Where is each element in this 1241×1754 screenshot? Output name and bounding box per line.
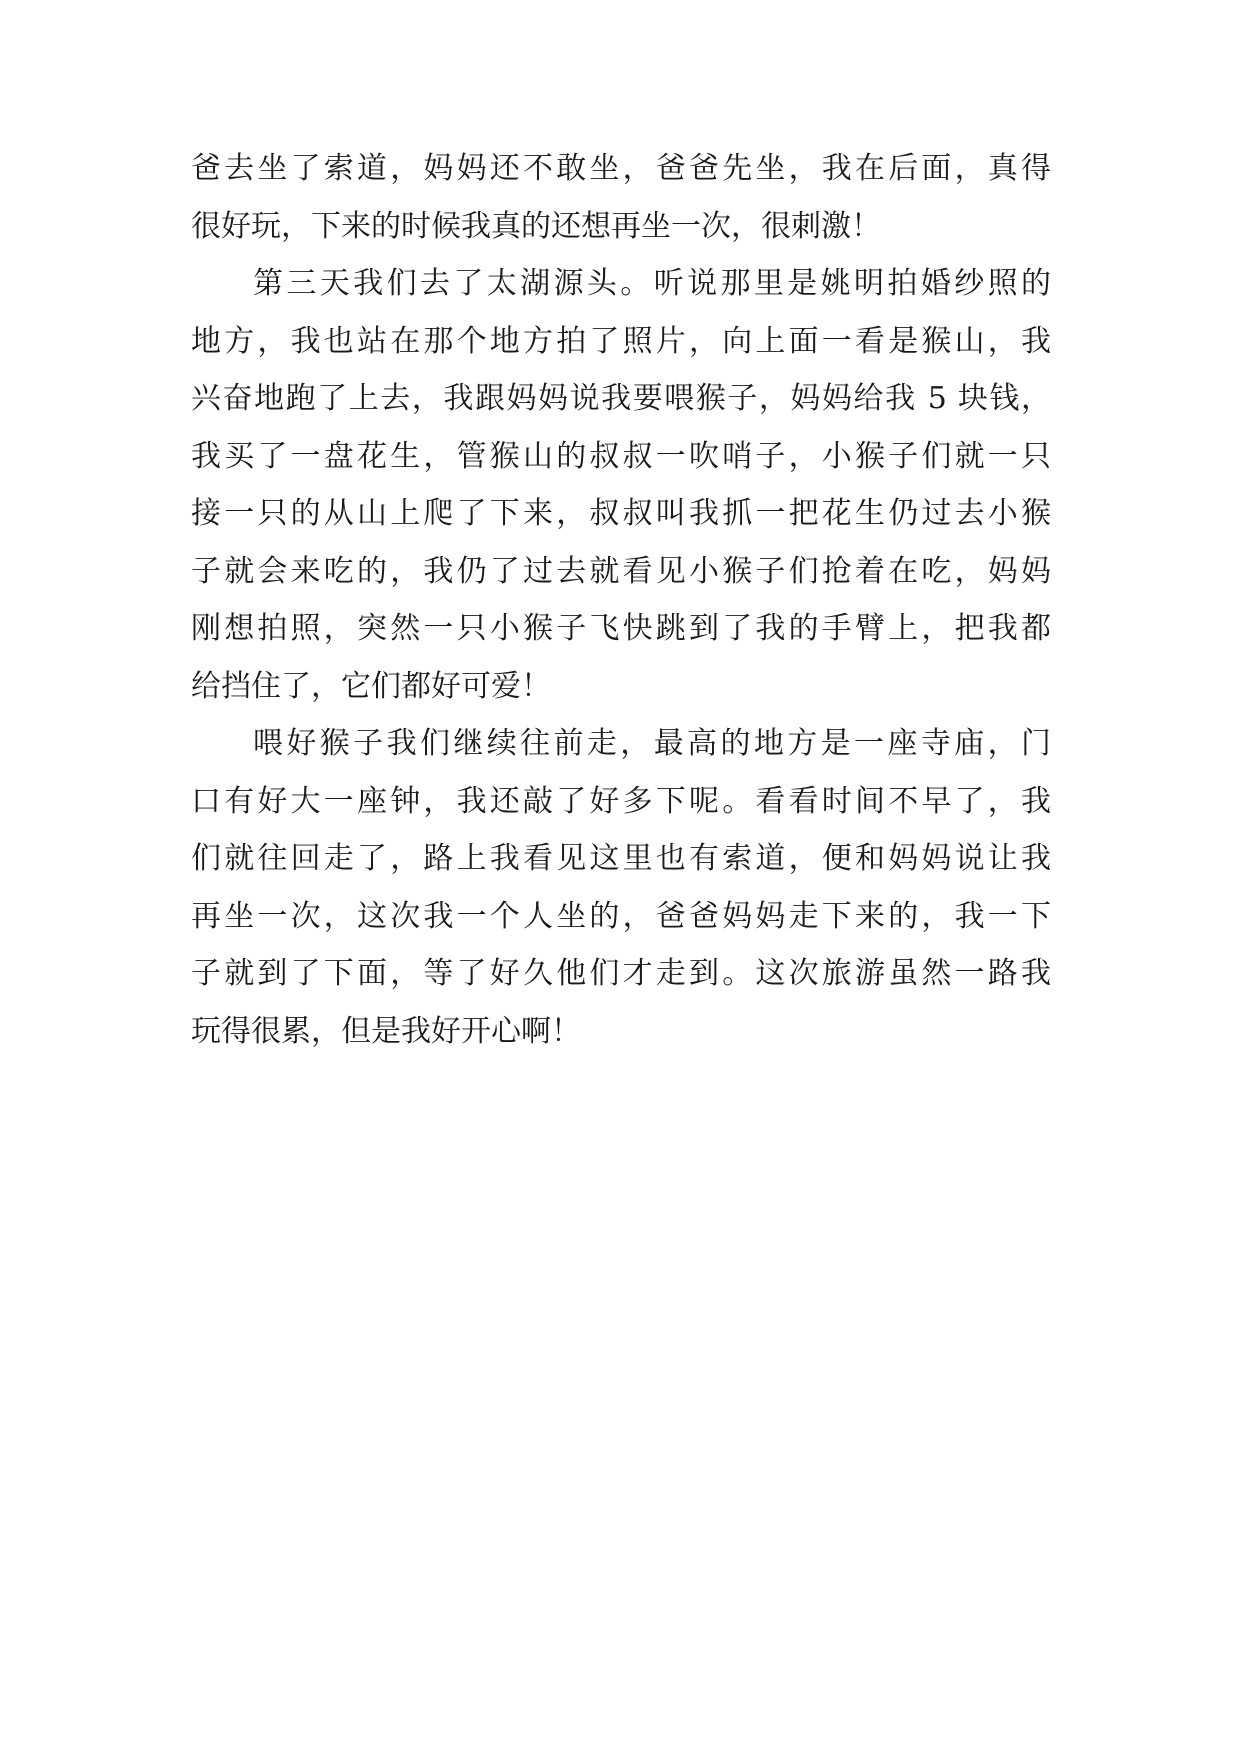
text-line: 刚想拍照，突然一只小猴子飞快跳到了我的手臂上，把我都 <box>191 611 1051 646</box>
text-line: 子就到了下面，等了好久他们才走到。这次旅游虽然一路我 <box>191 956 1051 991</box>
text-line: 给挡住了，它们都好可爱！ <box>191 668 551 704</box>
text-line: 兴奋地跑了上去，我跟妈妈说我要喂猴子，妈妈给我 5 块钱， <box>191 381 1051 416</box>
document-body <box>191 140 1051 1060</box>
text-line: 口有好大一座钟，我还敲了好多下呢。看看时间不早了，我 <box>191 783 1051 819</box>
text-line: 再坐一次，这次我一个人坐的，爸爸妈妈走下来的，我一下 <box>191 898 1051 934</box>
text-line: 地方，我也站在那个地方拍了照片，向上面一看是猴山，我 <box>191 323 1051 359</box>
text-line: 子就会来吃的，我仍了过去就看见小猴子们抢着在吃，妈妈 <box>191 553 1051 589</box>
text-line: 玩得很累，但是我好开心啊！ <box>191 1013 581 1049</box>
text-line: 爸去坐了索道，妈妈还不敢坐，爸爸先坐，我在后面，真得 <box>191 151 1051 186</box>
text-line: 我买了一盘花生，管猴山的叔叔一吹哨子，小猴子们就一只 <box>191 438 1051 474</box>
text-line: 很好玩，下来的时候我真的还想再坐一次，很刺激！ <box>191 208 881 244</box>
text-line: 接一只的从山上爬了下来，叔叔叫我抓一把花生仍过去小猴 <box>191 496 1051 531</box>
text-line: 喂好猴子我们继续往前走，最高的地方是一座寺庙，门 <box>253 726 1051 761</box>
text-line: 第三天我们去了太湖源头。听说那里是姚明拍婚纱照的 <box>253 266 1051 301</box>
text-line: 们就往回走了，路上我看见这里也有索道，便和妈妈说让我 <box>191 841 1051 876</box>
